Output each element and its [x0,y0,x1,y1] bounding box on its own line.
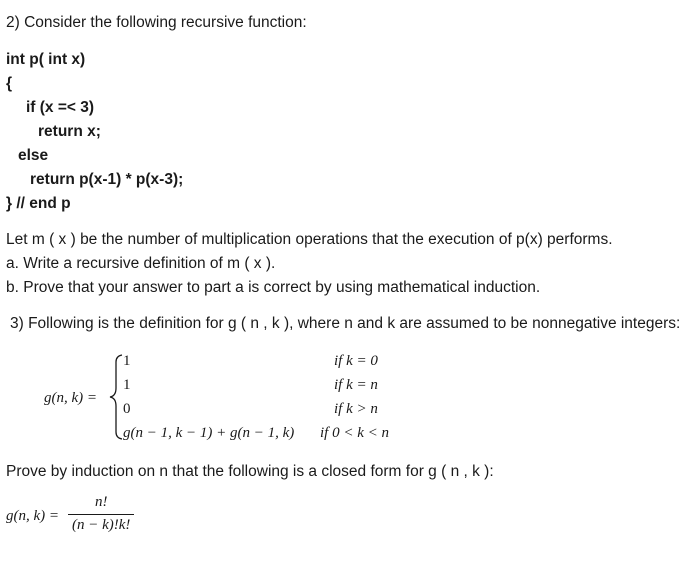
definition-lhs: g(n, k) = [44,390,98,406]
closed-form-lhs: g(n, k) = [6,508,60,524]
case-2-value: 1 [123,377,131,393]
case-4-condition: if 0 < k < n [320,425,389,441]
part-a: a. Write a recursive definition of m ( x ). [6,255,276,272]
prove-line: Prove by induction on n that the following is a closed form for g ( n , k ): [6,463,494,480]
left-brace [108,354,124,440]
code-return-recursive: return p(x-1) * p(x-3); [30,171,184,188]
code-signature: int p( int x) [6,51,86,68]
case-3-condition: if k > n [334,401,378,417]
closed-form-denominator: (n − k)!k! [72,517,131,533]
case-2-condition: if k = n [334,377,378,393]
case-3-value: 0 [123,401,131,417]
let-line: Let m ( x ) be the number of multiplication operations that the execution of p(x) performs. [6,231,613,248]
closed-form-numerator: n! [94,494,108,510]
code-else-line: else [18,147,49,164]
code-if-line: if (x =< 3) [26,99,95,116]
code-open-brace: { [6,75,13,92]
closed-form-fraction [68,494,134,534]
code-end-line: } // end p [6,195,71,212]
q2-heading: 2) Consider the following recursive function: [6,14,307,31]
code-return-x: return x; [38,123,101,140]
q3-heading: 3) Following is the definition for g ( n , k ), where n and k are assumed to be nonnegative integers: [10,315,681,332]
case-1-condition: if k = 0 [334,353,378,369]
part-b: b. Prove that your answer to part a is correct by using mathematical induction. [6,279,541,296]
case-4-value: g(n − 1, k − 1) + g(n − 1, k) [123,425,295,441]
case-1-value: 1 [123,353,131,369]
